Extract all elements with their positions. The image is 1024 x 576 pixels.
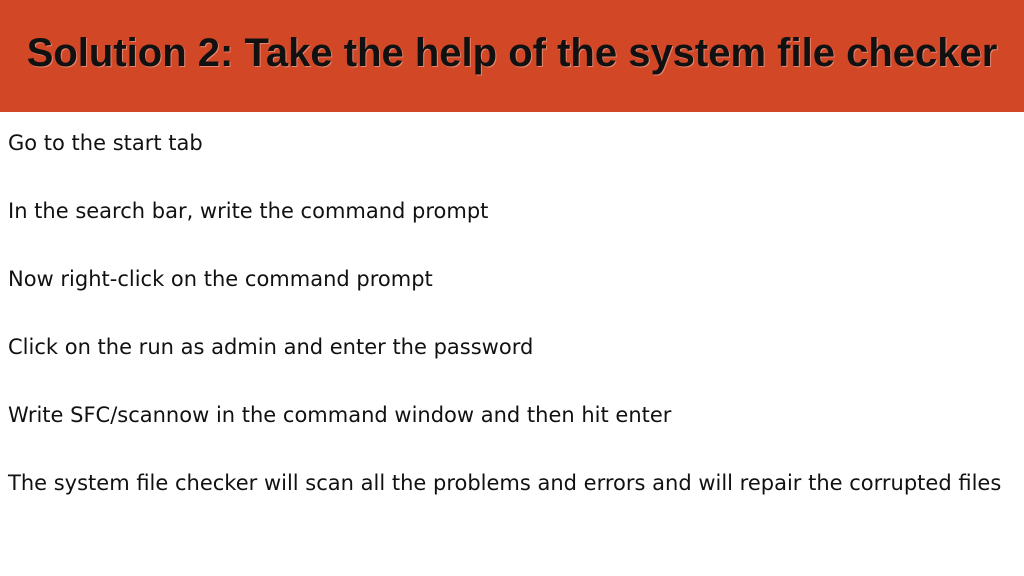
title-bar [0,0,1024,112]
steps-list [8,120,1016,506]
step-item: Write SFC/scannow in the command window and then hit enter [8,403,672,427]
step-item: Go to the start tab [8,131,203,155]
step-item: Now right-click on the command prompt [8,267,433,291]
step-item: Click on the run as admin and enter the password [8,335,534,359]
step-item: In the search bar, write the command prompt [8,199,489,223]
slide-title: Solution 2: Take the help of the system file checker [26,31,998,75]
step-item: The system file checker will scan all the problems and errors and will repair the corrupted files [8,471,1002,495]
